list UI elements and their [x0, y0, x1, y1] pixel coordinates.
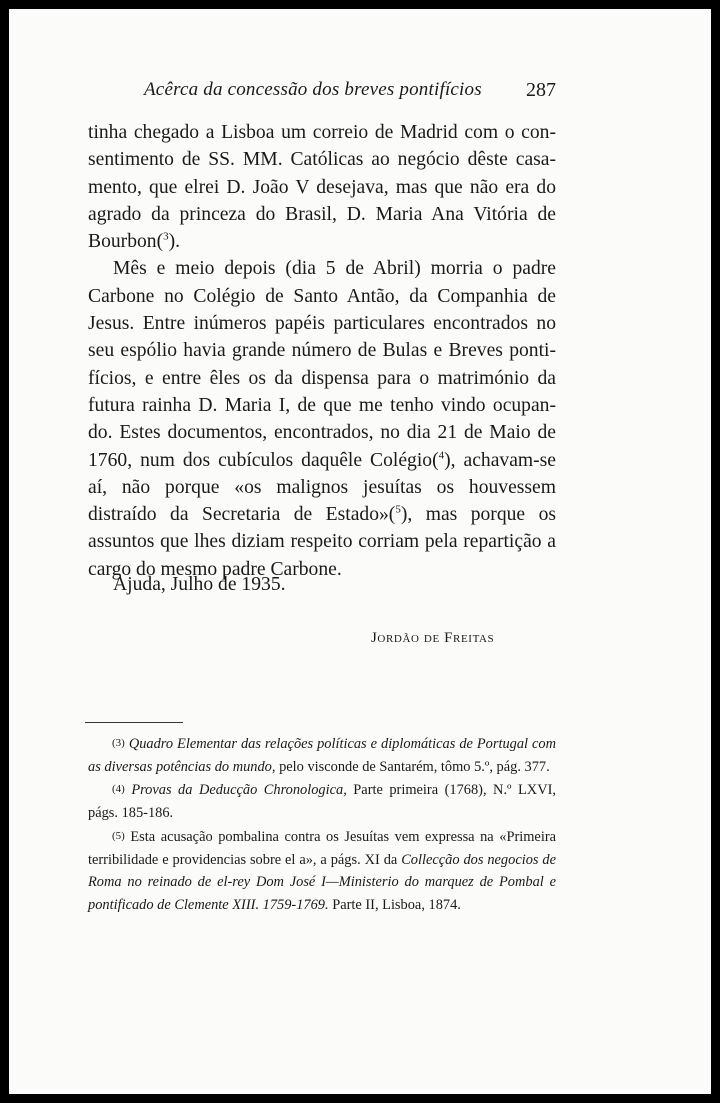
book-page: [9, 9, 711, 1094]
footnote-5: [88, 825, 556, 917]
footnote-3-title: Quadro Elementar das relações políticas e diplomáticas de Portugal com as diversas potências do mundo,: [88, 736, 556, 775]
footnote-4-title: Provas da Deducção Chronologica,: [131, 782, 347, 799]
paragraph-2-end: ), mas porque os assuntos que lhes diziam respeito corriam pela repartição a cargo do mesmo padre Carbone.: [88, 504, 556, 580]
page-header: [9, 79, 711, 109]
page-number: 287: [526, 79, 556, 101]
footnote-ref-4: 4: [438, 449, 445, 462]
footnotes: [88, 732, 556, 917]
paragraph-2-text: Mês e meio depois (dia 5 de Abril) morria o padre Carbone no Colégio de Santo Antão, da Companhia de Jesus. Entre inúmeros papéis particulares encontrados no seu espólio havia grande número de Bulas e Breves ponti-fícios, e entre êles os da dispensa para o matrimónio da futura rainha D. Maria I, de que me tenho vindo ocupan-do. Estes documentos, encontrados, no dia 21 de Maio de 1760, num dos cubículos daquêle Colégio(: [88, 258, 556, 471]
body-text: [88, 119, 556, 583]
footnote-ref-5: 5: [395, 503, 401, 516]
footnote-5-rest: Parte II, Lisboa, 1874.: [332, 896, 461, 913]
author-signature: Jordão de Freitas: [371, 630, 495, 646]
footnote-5-mark: (5): [112, 829, 125, 842]
footnote-5-title: Collecção dos negocios de Roma no reinado de el-rey Dom José I—Ministerio do marquez de Pombal e pontificado de Clemente XIII. 1759-1769.: [88, 851, 556, 913]
footnote-3-mark: (3): [112, 737, 125, 749]
running-title: Acêrca da concessão dos breves pontifícios: [144, 79, 482, 100]
footnote-5-pre: Esta acusação pombalina contra os Jesuítas vem expressa na «Primeira terribilidade e providencias sobre el a», a págs. XI da: [88, 828, 556, 868]
footnote-4-rest: Parte primeira (1768), N.º LXVI, págs. 185-186.: [88, 782, 556, 822]
paragraph-2: [88, 255, 556, 583]
footnote-3-rest: pelo visconde de Santarém, tômo 5.º, pág. 377.: [279, 758, 550, 775]
footnote-divider: [85, 722, 183, 723]
footnote-4: [88, 778, 556, 824]
dateline: Ajuda, Julho de 1935.: [113, 574, 286, 595]
footnote-ref-3: 3: [163, 230, 169, 243]
footnote-4-mark: (4): [112, 783, 125, 796]
footnote-3: [88, 732, 556, 778]
paragraph-2-middle: ), achavam-se aí, não porque «os malignos jesuítas os houvessem distraído da Secretaria de Estado»(: [88, 449, 556, 526]
paragraph-1-end: ).: [168, 231, 181, 253]
paragraph-1-text: tinha chegado a Lisboa um correio de Madrid com o con-sentimento de SS. MM. Católicas ao negócio dêste casa-mento, que elrei D. João V desejava, mas que não era do agrado da princeza do Brasil, D. Maria Ana Vitória de Bourbon(: [88, 122, 556, 253]
paragraph-1: [88, 119, 556, 255]
